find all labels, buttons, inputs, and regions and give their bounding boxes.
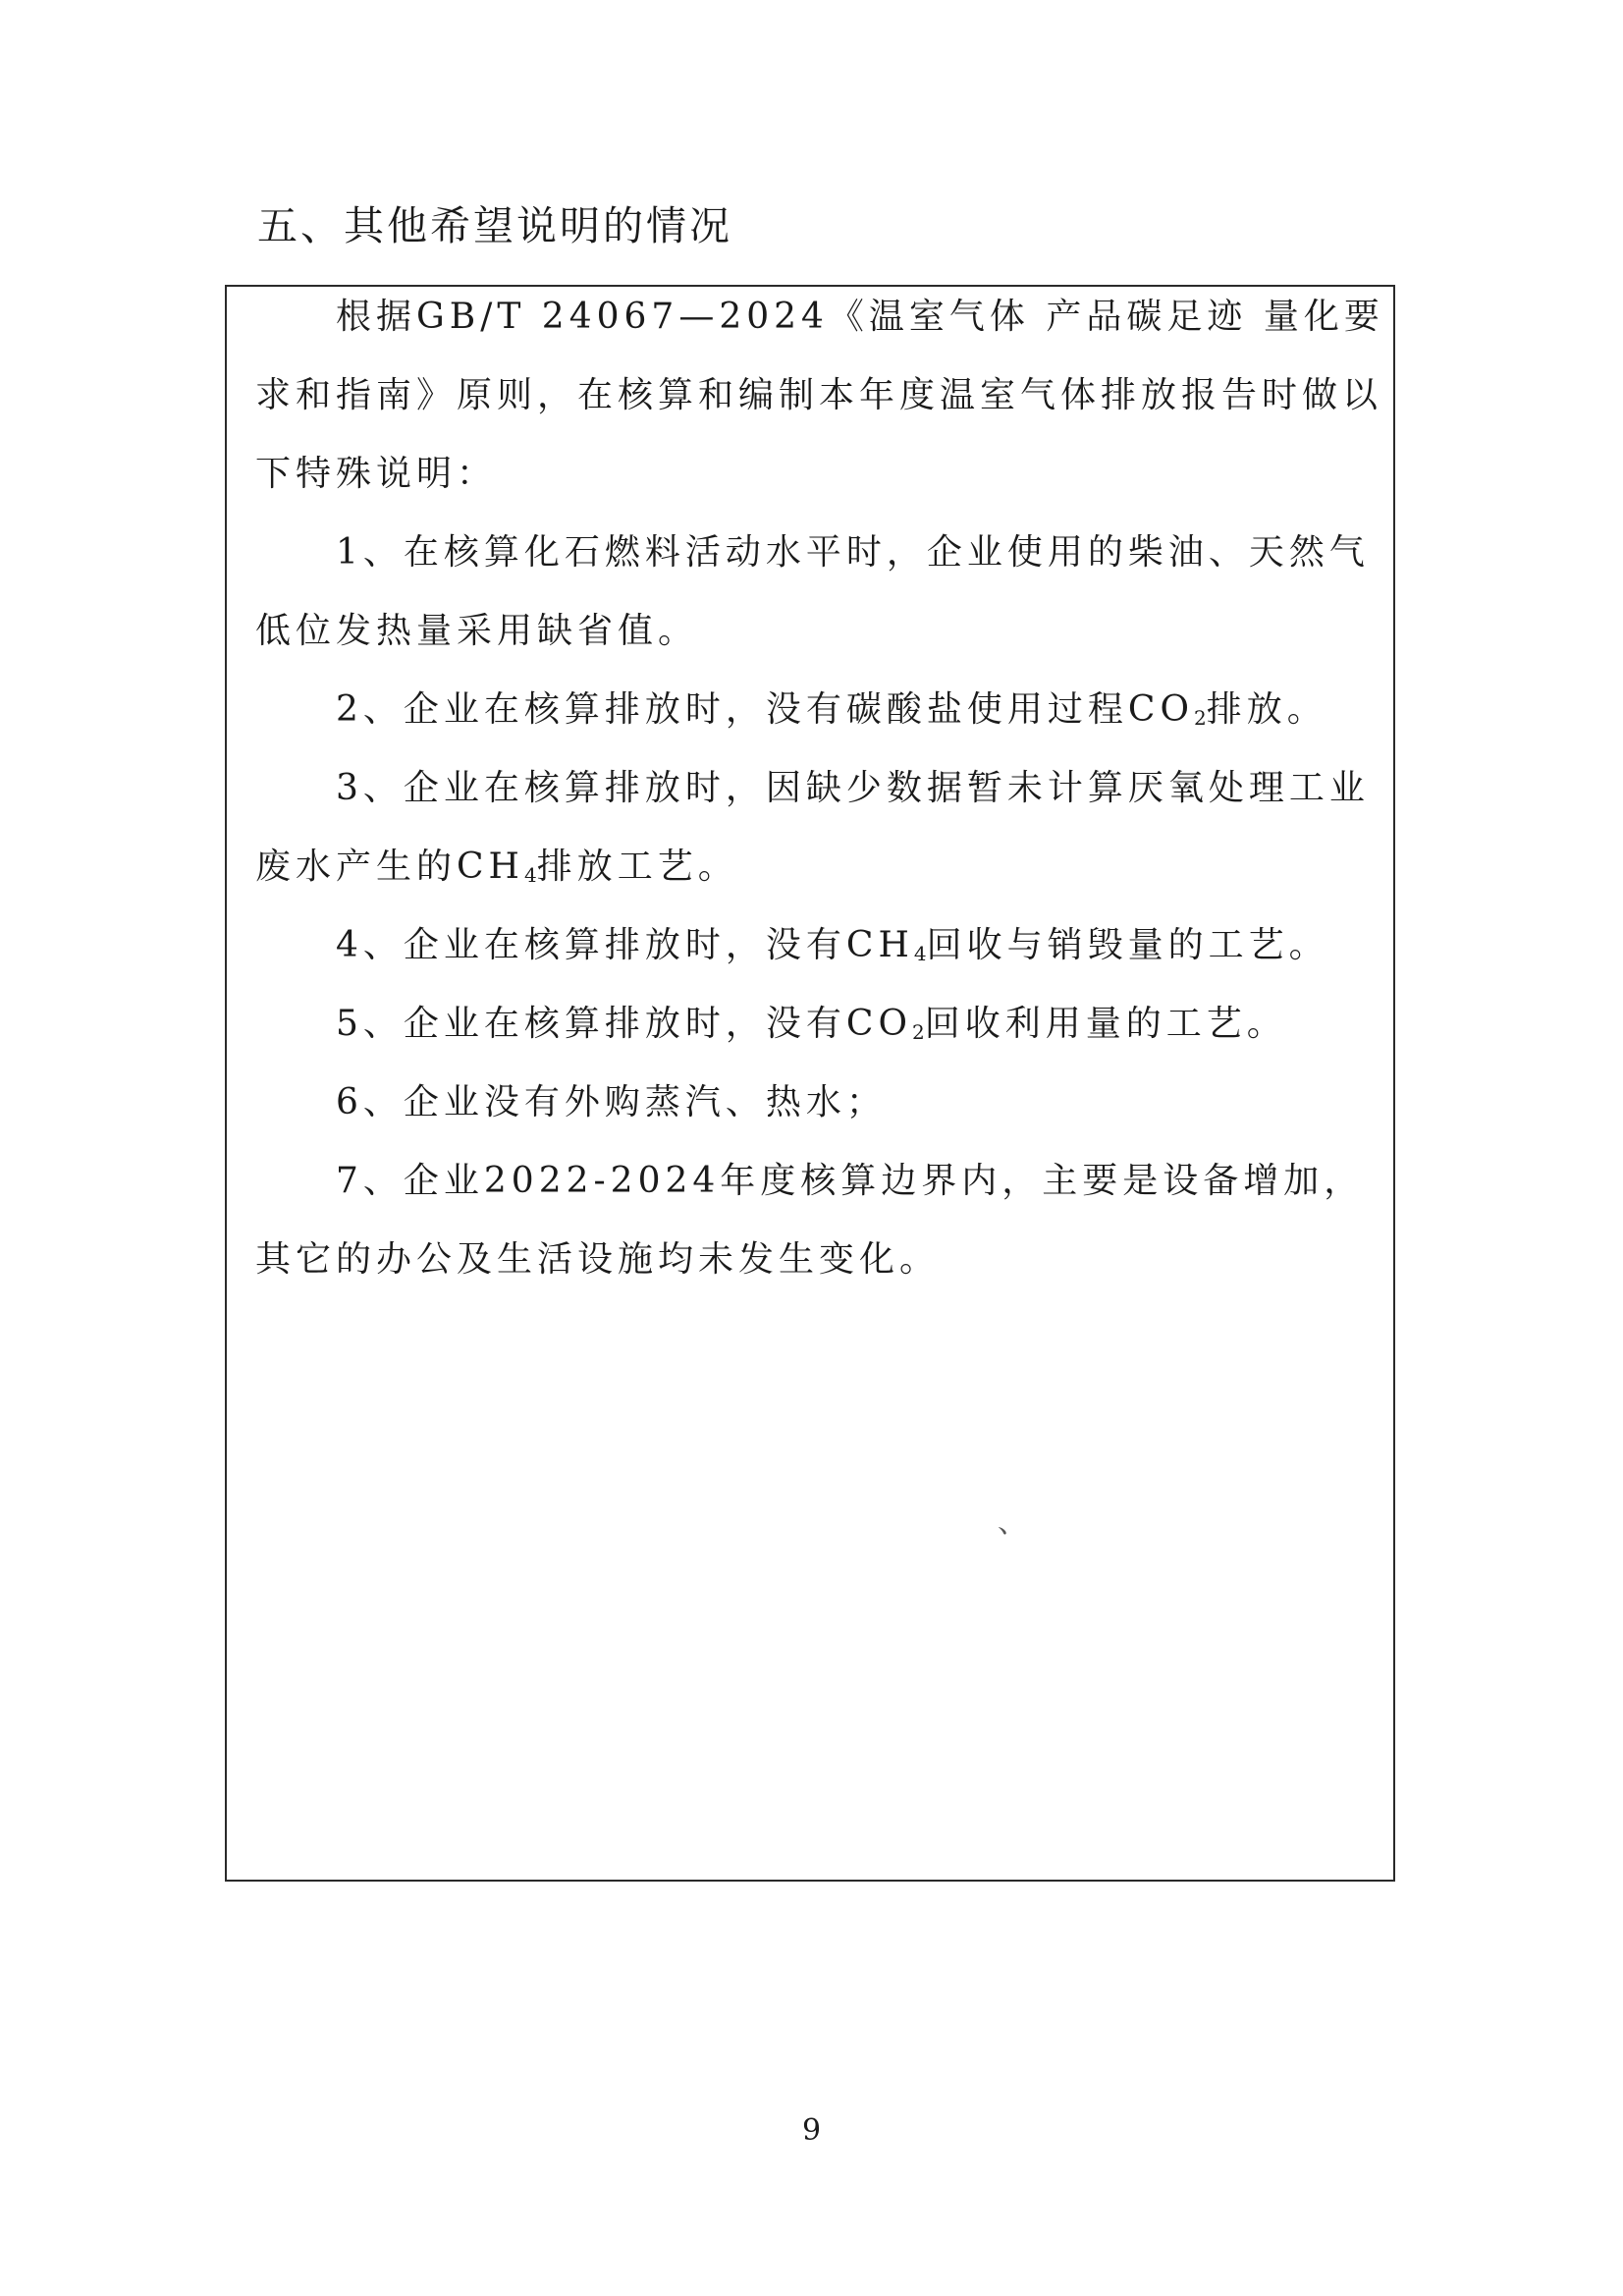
remark-item-5-tail: 回收利用量的工艺。: [924, 1004, 1287, 1044]
stray-mark: 、: [998, 1505, 1027, 1540]
co2-formula: CO: [845, 1004, 912, 1044]
ch4-formula: CH: [845, 925, 914, 965]
remark-item-5-text: 5、企业在核算排放时，没有: [336, 1004, 846, 1044]
remark-item-4: [255, 906, 1384, 985]
section-title: 五、其他希望说明的情况: [257, 202, 732, 249]
remark-item-4-text: 4、企业在核算排放时，没有: [336, 925, 846, 965]
ch4-formula: CH: [457, 847, 524, 887]
remark-item-7: 7、企业2022-2024年度核算边界内，主要是设备增加，其它的办公及生活设施均未发生变化。: [255, 1161, 1365, 1280]
co2-subscript: 2: [911, 1020, 925, 1044]
remark-item-2: [255, 671, 1384, 749]
ch4-subscript: 4: [523, 863, 537, 887]
remark-item-3-tail: 排放工艺。: [536, 847, 738, 887]
co2-subscript: 2: [1193, 706, 1207, 730]
remark-item-2-text: 2、企业在核算排放时，没有碳酸盐使用过程: [336, 689, 1128, 730]
remark-item-3-text: 3、企业在核算排放时，因缺少数据暂未计算厌氧处理工业废水产生的: [255, 768, 1370, 887]
intro-paragraph: 根据GB/T 24067—2024《温室气体 产品碳足迹 量化要求和指南》原则，在核算和编制本年度温室气体排放报告时做以下特殊说明：: [255, 297, 1384, 494]
remark-item-6: 6、企业没有外购蒸汽、热水；: [336, 1082, 887, 1122]
ch4-subscript: 4: [913, 942, 927, 965]
remark-item-2-tail: 排放。: [1206, 689, 1327, 730]
remark-item-1: 1、在核算化石燃料活动水平时，企业使用的柴油、天然气低位发热量采用缺省值。: [255, 532, 1370, 651]
remark-item-5: [255, 985, 1384, 1064]
remark-item-3: [255, 749, 1384, 906]
co2-formula: CO: [1127, 689, 1194, 730]
page-number: 9: [801, 2113, 822, 2148]
remark-item-4-tail: 回收与销毁量的工艺。: [926, 925, 1329, 965]
